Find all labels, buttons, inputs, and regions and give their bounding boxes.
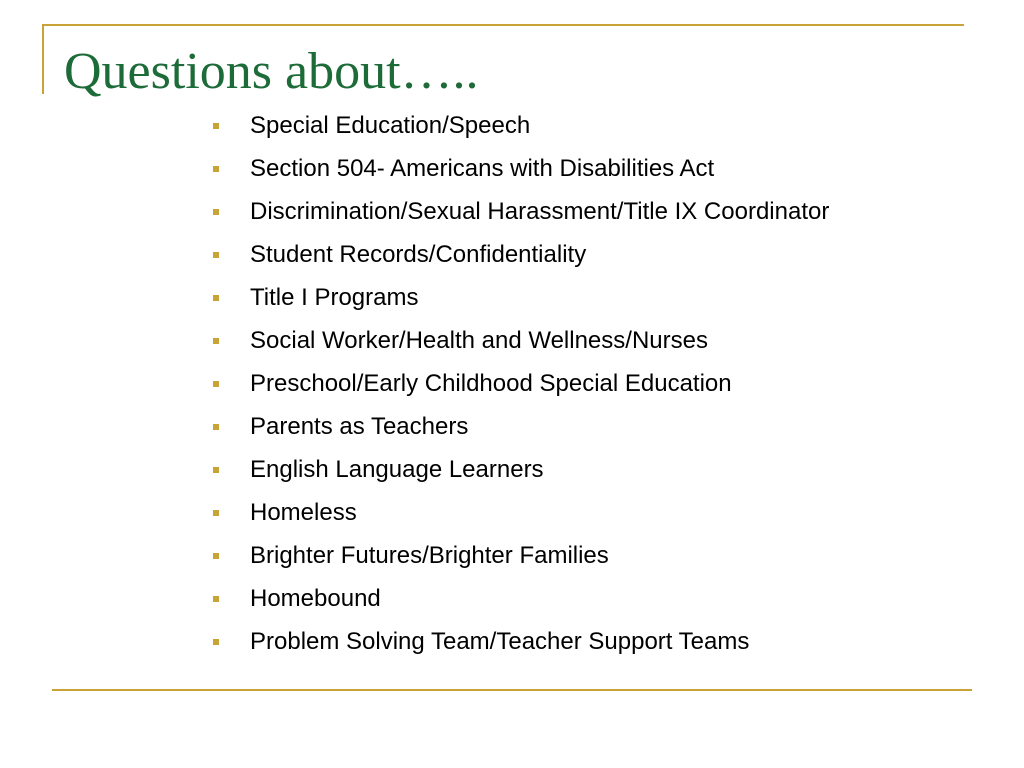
bullet-list <box>210 110 970 669</box>
square-bullet-icon <box>213 295 219 301</box>
square-bullet-icon <box>213 166 219 172</box>
list-item-text: Student Records/Confidentiality <box>250 241 587 268</box>
list-item-text: Homebound <box>250 585 381 612</box>
list-item-text: Parents as Teachers <box>250 413 469 440</box>
list-item <box>210 583 970 615</box>
list-item-text: Social Worker/Health and Wellness/Nurses <box>250 327 708 354</box>
list-item <box>210 239 970 271</box>
list-item-text: Section 504- Americans with Disabilities Act <box>250 155 715 182</box>
list-item <box>210 454 970 486</box>
square-bullet-icon <box>213 209 219 215</box>
top-border-line <box>42 24 964 26</box>
list-item <box>210 411 970 443</box>
list-item <box>210 626 970 658</box>
square-bullet-icon <box>213 338 219 344</box>
list-item <box>210 196 970 228</box>
square-bullet-icon <box>213 553 219 559</box>
square-bullet-icon <box>213 123 219 129</box>
list-item-text: Title I Programs <box>250 284 419 311</box>
square-bullet-icon <box>213 467 219 473</box>
list-item-text: Discrimination/Sexual Harassment/Title IX Coordinator <box>250 198 830 225</box>
list-item <box>210 110 970 142</box>
list-item <box>210 325 970 357</box>
list-item <box>210 540 970 572</box>
square-bullet-icon <box>213 252 219 258</box>
list-item-text: Special Education/Speech <box>250 112 531 139</box>
list-item <box>210 153 970 185</box>
list-item-text: Homeless <box>250 499 357 526</box>
list-item-text: Brighter Futures/Brighter Families <box>250 542 609 569</box>
list-item <box>210 497 970 529</box>
square-bullet-icon <box>213 639 219 645</box>
list-item-text: English Language Learners <box>250 456 544 483</box>
square-bullet-icon <box>213 381 219 387</box>
square-bullet-icon <box>213 596 219 602</box>
left-border-line <box>42 24 44 94</box>
list-item <box>210 368 970 400</box>
slide-title: Questions about….. <box>64 43 479 100</box>
list-item-text: Problem Solving Team/Teacher Support Teams <box>250 628 750 655</box>
list-item <box>210 282 970 314</box>
square-bullet-icon <box>213 510 219 516</box>
square-bullet-icon <box>213 424 219 430</box>
bottom-rule-line <box>52 689 972 691</box>
list-item-text: Preschool/Early Childhood Special Education <box>250 370 732 397</box>
